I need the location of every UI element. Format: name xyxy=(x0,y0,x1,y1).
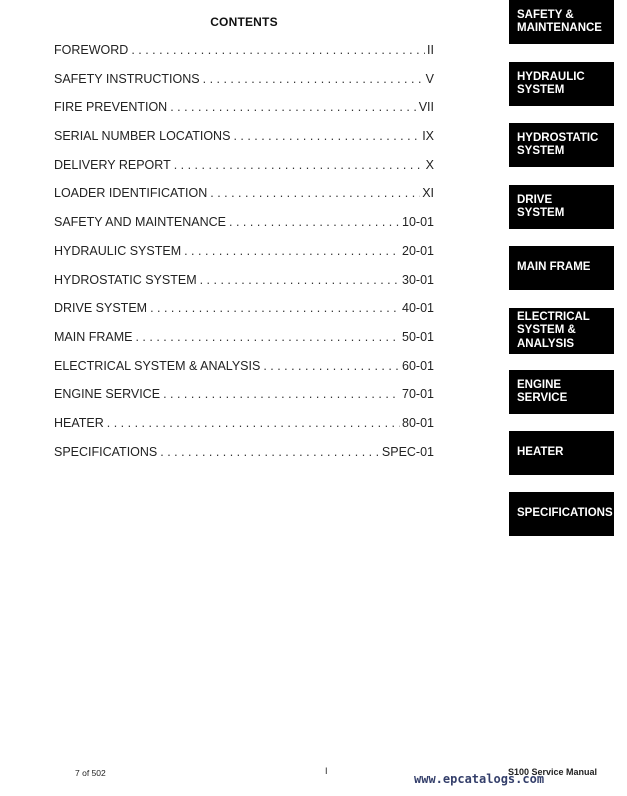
toc-dot-leader xyxy=(200,273,400,287)
toc-entry-main-frame[interactable] xyxy=(54,330,434,359)
toc-entry-label: MAIN FRAME xyxy=(54,329,133,344)
toc-dot-leader xyxy=(131,43,425,57)
toc-entry-safety-instructions[interactable] xyxy=(54,72,434,101)
watermark: www.epcatalogs.com xyxy=(414,772,545,786)
toc-entry-serial-number-locations[interactable] xyxy=(54,129,434,158)
toc-entry-hydraulic-system[interactable] xyxy=(54,244,434,273)
toc-entry-label: ENGINE SERVICE xyxy=(54,387,161,402)
toc-entry-drive-system[interactable] xyxy=(54,301,434,330)
toc-dot-leader xyxy=(210,186,420,200)
toc-entry-heater[interactable] xyxy=(54,416,434,445)
tab-hydraulic-system[interactable]: HYDRAULIC SYSTEM xyxy=(509,62,614,106)
toc-entry-page: 30-01 xyxy=(402,272,434,287)
toc-entry-loader-identification[interactable] xyxy=(54,186,434,215)
toc-dot-leader xyxy=(135,330,400,344)
toc-dot-leader xyxy=(163,387,400,401)
toc-dot-leader xyxy=(233,129,420,143)
toc-entry-label: FIRE PREVENTION xyxy=(54,100,168,115)
tab-specifications[interactable]: SPECIFICATIONS xyxy=(509,492,614,536)
manual-title: S100 Service Manual xyxy=(508,767,598,777)
toc-entry-label: HEATER xyxy=(54,415,104,430)
tab-drive-system[interactable]: DRIVE SYSTEM xyxy=(509,185,614,229)
toc-entry-page: 20-01 xyxy=(402,243,434,258)
toc-entry-label: SERIAL NUMBER LOCATIONS xyxy=(54,129,231,144)
tab-electrical-system-analysis[interactable]: ELECTRICAL SYSTEM & ANALYSIS xyxy=(509,308,614,354)
toc-dot-leader xyxy=(203,72,424,86)
toc-entry-page: 80-01 xyxy=(402,415,434,430)
toc-entry-delivery-report[interactable] xyxy=(54,158,434,187)
tab-main-frame[interactable]: MAIN FRAME xyxy=(509,246,614,290)
toc-entry-label: LOADER IDENTIFICATION xyxy=(54,186,208,201)
toc-entry-page: SPEC-01 xyxy=(381,444,434,459)
toc-entry-label: HYDRAULIC SYSTEM xyxy=(54,243,182,258)
tab-engine-service[interactable]: ENGINE SERVICE xyxy=(509,370,614,414)
tab-hydrostatic-system[interactable]: HYDROSTATIC SYSTEM xyxy=(509,123,614,167)
toc-entry-safety-and-maintenance[interactable] xyxy=(54,215,434,244)
toc-entry-page: 10-01 xyxy=(402,215,434,230)
tab-heater[interactable]: HEATER xyxy=(509,431,614,475)
toc-dot-leader xyxy=(174,158,424,172)
toc-entry-page: 60-01 xyxy=(402,358,434,373)
page-counter: 7 of 502 xyxy=(75,768,106,778)
toc-dot-leader xyxy=(160,445,380,459)
toc-entry-page: 50-01 xyxy=(402,329,434,344)
toc-entry-label: DRIVE SYSTEM xyxy=(54,301,148,316)
toc-entry-label: SAFETY INSTRUCTIONS xyxy=(54,71,200,86)
toc-entry-page: IX xyxy=(422,129,434,144)
toc-entry-page: II xyxy=(427,43,434,57)
tab-safety-maintenance[interactable]: SAFETY & MAINTENANCE xyxy=(509,0,614,44)
toc-dot-leader xyxy=(107,416,400,430)
toc-entry-page: 40-01 xyxy=(402,301,434,316)
toc-dot-leader xyxy=(170,100,416,114)
toc-entry-label: ELECTRICAL SYSTEM & ANALYSIS xyxy=(54,358,261,373)
toc-entry-page: XI xyxy=(422,186,434,201)
toc-entry-label: HYDROSTATIC SYSTEM xyxy=(54,272,197,287)
toc-entry-label: DELIVERY REPORT xyxy=(54,157,171,172)
toc-entry-foreword[interactable] xyxy=(54,43,434,72)
toc-entry-fire-prevention[interactable] xyxy=(54,100,434,129)
toc-entry-page: V xyxy=(425,71,434,86)
toc-entry-engine-service[interactable] xyxy=(54,387,434,416)
contents-title: CONTENTS xyxy=(210,15,278,29)
toc-dot-leader xyxy=(229,215,400,229)
toc-entry-specifications[interactable] xyxy=(54,445,434,474)
toc-dot-leader xyxy=(263,359,400,373)
toc-entry-page: 70-01 xyxy=(402,387,434,402)
toc-entry-hydrostatic-system[interactable] xyxy=(54,273,434,302)
toc-dot-leader xyxy=(184,244,400,258)
toc-entry-page: VII xyxy=(418,100,434,115)
toc-dot-leader xyxy=(150,301,400,315)
table-of-contents xyxy=(54,43,434,473)
toc-entry-label: SPECIFICATIONS xyxy=(54,444,158,459)
page-number: I xyxy=(325,766,328,776)
toc-entry-label: SAFETY AND MAINTENANCE xyxy=(54,215,227,230)
toc-entry-electrical-system[interactable] xyxy=(54,359,434,388)
toc-entry-page: X xyxy=(425,157,434,172)
toc-entry-label: FOREWORD xyxy=(54,43,129,57)
